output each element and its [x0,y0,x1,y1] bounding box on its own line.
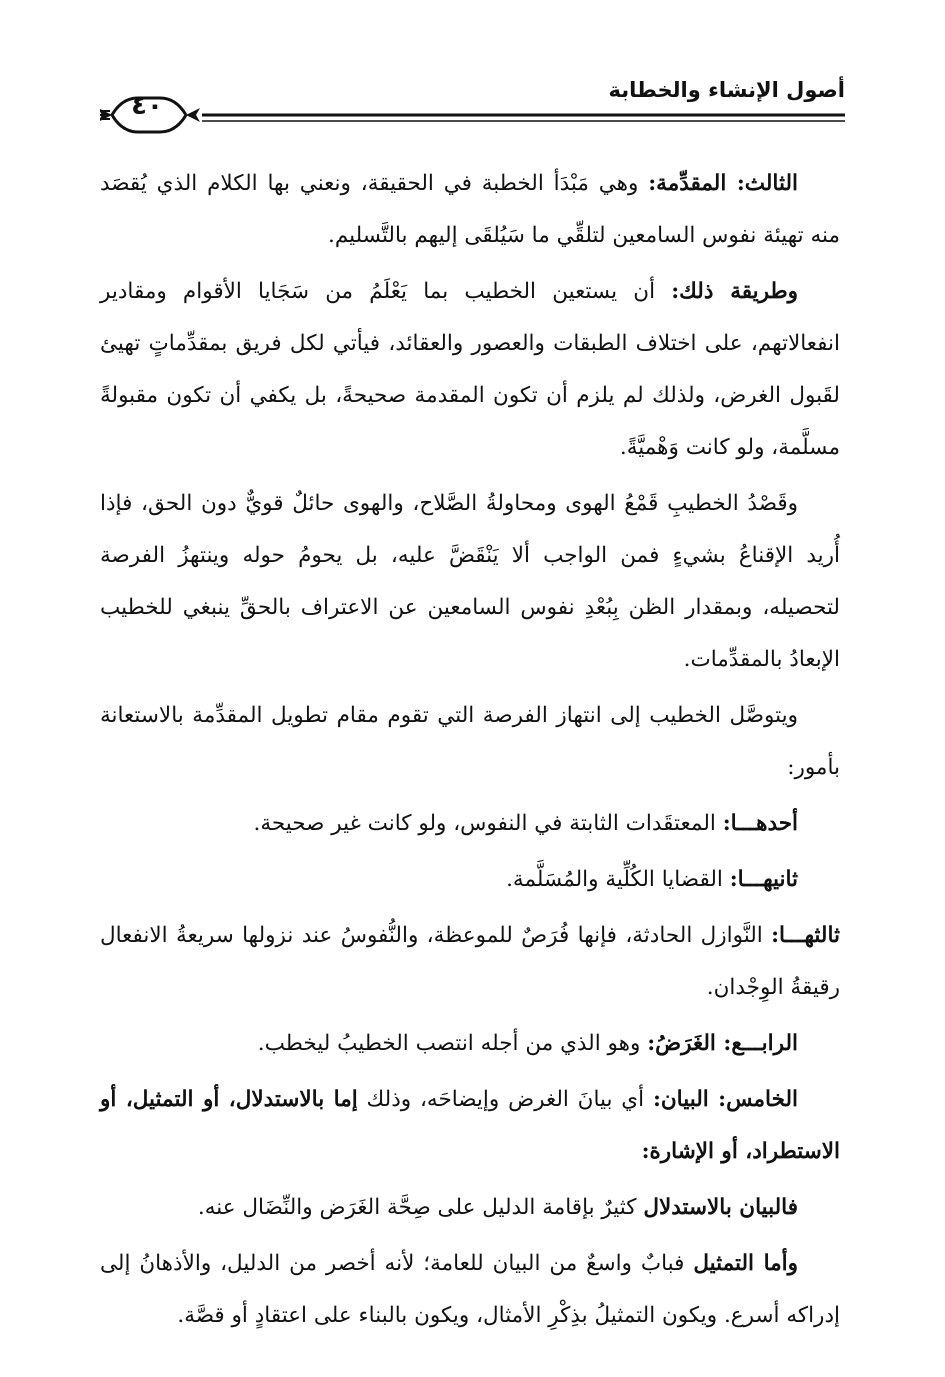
paragraph-text: النَّوازل الحادثة، فإنها فُرَصٌ للموعظة، والنُّفوسُ عند نزولها سريعةُ الانفعال رقيقةُ الوِجْدان. [100,923,840,1000]
paragraph-text: ويتوصَّل الخطيب إلى انتهاز الفرصة التي تقوم مقام تطويل المقدِّمة بالاستعانة بأمور: [100,703,840,780]
paragraph [100,1182,840,1234]
paragraph [100,478,840,686]
paragraph [100,1074,840,1178]
paragraph-heading: ثانيهـــا: [729,867,798,892]
paragraph-text: أي بيانَ الغرض وإيضاحَه، وذلك [357,1087,653,1112]
paragraph-text: المعتقَدات الثابتة في النفوس، ولو كانت غير صحيحة. [253,811,723,836]
paragraph-heading-continued: إما بالاستدلال، أو التمثيل، أو الاستطراد، أو الإشارة: [100,1087,840,1164]
paragraph [100,798,840,850]
paragraph-heading: الرابـــع: الغَرَضُ: [647,1031,798,1056]
paragraph-heading: الثالث: المقدِّمة: [648,171,798,196]
paragraph [100,1238,840,1342]
paragraph-heading: وطريقة ذلك: [671,279,798,304]
paragraph [100,1018,840,1070]
paragraph-heading: الخامس: البيان: [652,1087,799,1112]
paragraph-heading: وأما التمثيل [693,1251,798,1276]
page-number: ٤٠ [131,91,163,121]
paragraph [100,910,840,1014]
paragraph [100,158,840,262]
paragraph-heading: أحدهـــا: [722,811,798,836]
header-ornament [100,78,845,138]
paragraph-text: فبابٌ واسعٌ من البيان للعامة؛ لأنه أخصر من الدليل، والأذهانُ إلى إدراكه أسرع. ويكون التمثيلُ بذِكْرِ الأمثال، ويكون بالبناء على اعتقادٍ أو قصَّة. [100,1251,840,1328]
paragraph [100,690,840,794]
paragraph-heading: فالبيان بالاستدلال [643,1195,798,1220]
paragraph-text: كثيرٌ بإقامة الدليل على صِحَّة الغَرَض والنِّضَال عنه. [197,1195,644,1220]
paragraph-text: وهي مَبْدَأ الخطبة في الحقيقة، ونعني بها الكلام الذي يُقصَد منه تهيئة نفوس السامعين لتلقِّي ما سَيُلقَى إليهم بالتَّسليم. [100,171,840,248]
page-header [100,78,845,148]
paragraph-text: وهو الذي من أجله انتصب الخطيبُ ليخطب. [257,1031,648,1056]
running-title: أصول الإنشاء والخطابة [608,78,845,102]
paragraph [100,266,840,474]
paragraph-text: وقَصْدُ الخطيبِ قَمْعُ الهوى ومحاولةُ الصَّلاح، والهوى حائلٌ قويٌّ دون الحق، فإذا أُريد الإقناعُ بشيءٍ فمن الواجب ألا يَنْقَضَّ عليه، بل يحومُ حوله وينتهزُ الفرصة لتحصيله، وبمقدار الظن بِبُعْدِ نفوس السامعين عن الاعتراف بالحقِّ ينبغي للخطيب الإبعادُ بالمقدِّمات. [100,491,840,672]
paragraph-heading: ثالثهـــا: [771,923,840,948]
paragraph [100,854,840,906]
body-text [100,158,840,1346]
paragraph-text: أن يستعين الخطيب بما يَعْلَمُ من سَجَايا الأقوام ومقادير انفعالاتهم، على اختلاف الطبقات والعصور والعقائد، فيأتي لكل فريق بمقدِّماتٍ تهيئ لقَبول الغرض، ولذلك لم يلزم أن تكون المقدمة صحيحةً، بل يكفي أن تكون مقبولةً مسلَّمة، ولو كانت وَهْميَّةً. [100,279,840,460]
paragraph-text: القضايا الكُلِّية والمُسَلَّمة. [506,867,730,892]
